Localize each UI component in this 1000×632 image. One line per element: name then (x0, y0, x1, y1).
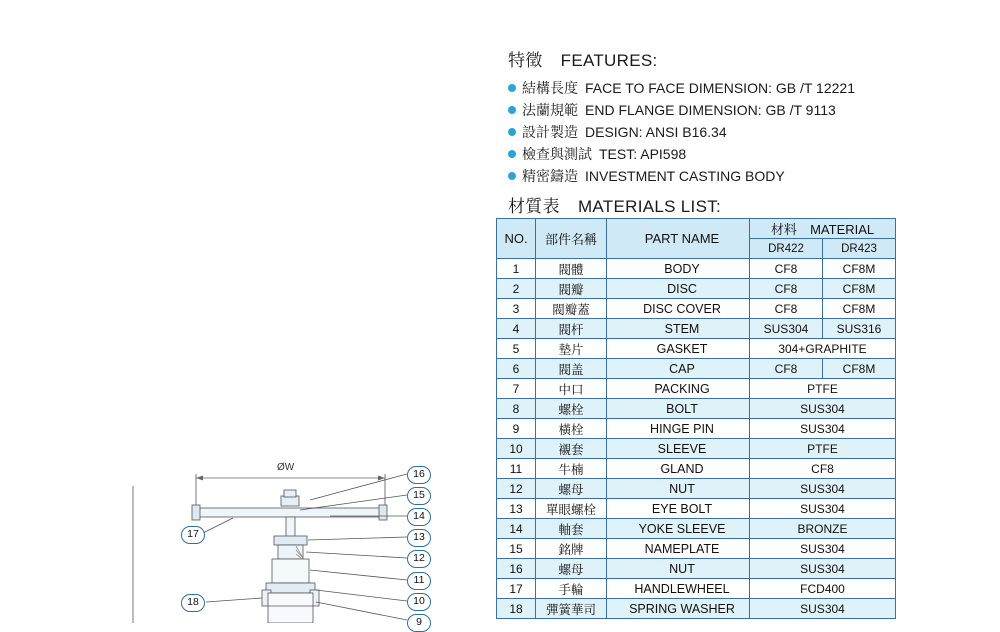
cell-part-cn: 閥瓣蓋 (536, 299, 607, 319)
feature-label-en: TEST: API598 (599, 146, 687, 162)
table-row (497, 439, 896, 459)
feature-label-cn: 結構長度 (522, 80, 578, 96)
cell-part-cn: 閥瓣 (536, 279, 607, 299)
features-title (508, 46, 968, 71)
callout-14[interactable]: 14 (407, 508, 431, 526)
table-row (497, 399, 896, 419)
feature-label-en: INVESTMENT CASTING BODY (585, 168, 785, 184)
header-material-cn: 材料 (770, 222, 797, 237)
cell-no: 13 (497, 499, 536, 519)
callout-16[interactable]: 16 (407, 466, 431, 484)
cell-part-en: STEM (607, 319, 750, 339)
cell-material-1: CF8 (750, 259, 823, 279)
cell-material-span: SUS304 (750, 559, 896, 579)
cell-material-span: PTFE (750, 439, 896, 459)
cell-material-2: CF8M (823, 279, 896, 299)
cell-part-cn: 彈簧華司 (536, 599, 607, 619)
bullet-icon (508, 150, 516, 158)
feature-label-en: DESIGN: ANSI B16.34 (585, 124, 727, 140)
feature-label-en: END FLANGE DIMENSION: GB /T 9113 (585, 102, 836, 118)
cell-material-span: SUS304 (750, 419, 896, 439)
header-material (750, 219, 896, 239)
bullet-icon (508, 84, 516, 92)
cell-part-en: BOLT (607, 399, 750, 419)
feature-label-cn: 設計製造 (522, 124, 578, 140)
cell-part-cn: 螺栓 (536, 399, 607, 419)
feature-item (508, 166, 968, 186)
cell-part-en: GASKET (607, 339, 750, 359)
header-part-cn: 部件名稱 (536, 219, 607, 259)
table-row (497, 579, 896, 599)
materials-title-cn: 材質表 (508, 197, 560, 216)
cell-material-2: CF8M (823, 359, 896, 379)
callout-15[interactable]: 15 (407, 487, 431, 505)
cell-material-2: CF8M (823, 299, 896, 319)
cell-part-en: GLAND (607, 459, 750, 479)
cell-part-en: DISC COVER (607, 299, 750, 319)
cell-no: 5 (497, 339, 536, 359)
valve-drawing-svg (0, 430, 470, 623)
cell-part-en: YOKE SLEEVE (607, 519, 750, 539)
cell-part-cn: 手輪 (536, 579, 607, 599)
cell-part-en: HINGE PIN (607, 419, 750, 439)
cell-part-cn: 閥體 (536, 259, 607, 279)
table-row (497, 539, 896, 559)
materials-title-en: MATERIALS LIST: (577, 197, 722, 216)
cell-no: 14 (497, 519, 536, 539)
callout-18[interactable]: 18 (181, 594, 205, 612)
cell-no: 18 (497, 599, 536, 619)
features-title-cn: 特徵 (508, 51, 543, 70)
header-model-dr422: DR422 (750, 239, 823, 259)
materials-table (496, 218, 896, 619)
cell-no: 7 (497, 379, 536, 399)
cell-part-en: CAP (607, 359, 750, 379)
cell-material-1: CF8 (750, 299, 823, 319)
cell-part-en: SPRING WASHER (607, 599, 750, 619)
cell-no: 3 (497, 299, 536, 319)
cell-part-en: DISC (607, 279, 750, 299)
cell-part-cn: 閥杆 (536, 319, 607, 339)
dimension-label-w: ØW (277, 462, 295, 473)
materials-list-title (508, 192, 721, 217)
cell-part-cn: 軸套 (536, 519, 607, 539)
cell-no: 15 (497, 539, 536, 559)
cell-material-span: BRONZE (750, 519, 896, 539)
cell-part-cn: 閥盖 (536, 359, 607, 379)
cell-part-en: PACKING (607, 379, 750, 399)
cell-material-1: CF8 (750, 279, 823, 299)
cell-material-2: SUS316 (823, 319, 896, 339)
callout-13[interactable]: 13 (407, 529, 431, 547)
cell-no: 2 (497, 279, 536, 299)
cell-material-1: SUS304 (750, 319, 823, 339)
cell-material-span: SUS304 (750, 499, 896, 519)
table-row (497, 459, 896, 479)
cell-material-span: SUS304 (750, 479, 896, 499)
table-row (497, 359, 896, 379)
features-title-en: FEATURES: (560, 51, 658, 70)
cell-part-cn: 橫栓 (536, 419, 607, 439)
table-row (497, 599, 896, 619)
feature-item (508, 122, 968, 142)
cell-material-span: CF8 (750, 459, 896, 479)
cell-part-cn: 牛楠 (536, 459, 607, 479)
cell-part-en: NAMEPLATE (607, 539, 750, 559)
cell-no: 8 (497, 399, 536, 419)
feature-label-en: FACE TO FACE DIMENSION: GB /T 12221 (585, 80, 855, 96)
cell-part-en: NUT (607, 559, 750, 579)
features-section (508, 46, 968, 188)
cell-part-en: HANDLEWHEEL (607, 579, 750, 599)
table-row (497, 299, 896, 319)
table-row (497, 519, 896, 539)
cell-part-en: NUT (607, 479, 750, 499)
cell-no: 4 (497, 319, 536, 339)
feature-label-cn: 檢查與測試 (522, 146, 592, 162)
table-row (497, 419, 896, 439)
cell-no: 10 (497, 439, 536, 459)
table-row (497, 499, 896, 519)
table-row (497, 259, 896, 279)
callout-10[interactable]: 10 (407, 593, 431, 611)
header-part-en: PART NAME (607, 219, 750, 259)
cell-material-span: SUS304 (750, 599, 896, 619)
feature-label-cn: 法蘭規範 (522, 102, 578, 118)
feature-item (508, 144, 968, 164)
cell-no: 12 (497, 479, 536, 499)
cell-part-cn: 螺母 (536, 479, 607, 499)
cell-part-cn: 襯套 (536, 439, 607, 459)
valve-drawing (0, 430, 470, 628)
cell-no: 6 (497, 359, 536, 379)
cell-material-span: PTFE (750, 379, 896, 399)
cell-no: 17 (497, 579, 536, 599)
table-row (497, 379, 896, 399)
cell-material-span: FCD400 (750, 579, 896, 599)
table-row (497, 479, 896, 499)
header-no: NO. (497, 219, 536, 259)
callout-11[interactable]: 11 (407, 572, 431, 590)
callout-17[interactable]: 17 (181, 526, 205, 544)
callout-12[interactable]: 12 (407, 550, 431, 568)
cell-material-span: 304+GRAPHITE (750, 339, 896, 359)
header-material-en: MATERIAL (810, 222, 875, 237)
cell-part-cn: 墊片 (536, 339, 607, 359)
header-model-dr423: DR423 (823, 239, 896, 259)
table-row (497, 559, 896, 579)
cell-material-2: CF8M (823, 259, 896, 279)
cell-no: 9 (497, 419, 536, 439)
cell-part-en: SLEEVE (607, 439, 750, 459)
cell-part-cn: 螺母 (536, 559, 607, 579)
cell-part-cn: 中口 (536, 379, 607, 399)
callout-9[interactable]: 9 (407, 614, 431, 632)
cell-no: 1 (497, 259, 536, 279)
bullet-icon (508, 172, 516, 180)
bullet-icon (508, 128, 516, 136)
table-header-row (497, 219, 896, 239)
cell-part-cn: 單眼螺栓 (536, 499, 607, 519)
feature-label-cn: 精密鑄造 (522, 168, 578, 184)
feature-item (508, 100, 968, 120)
table-row (497, 339, 896, 359)
cell-part-cn: 銘牌 (536, 539, 607, 559)
cell-material-span: SUS304 (750, 399, 896, 419)
cell-no: 16 (497, 559, 536, 579)
table-row (497, 319, 896, 339)
cell-no: 11 (497, 459, 536, 479)
cell-part-en: BODY (607, 259, 750, 279)
bullet-icon (508, 106, 516, 114)
cell-material-span: SUS304 (750, 539, 896, 559)
cell-part-en: EYE BOLT (607, 499, 750, 519)
cell-material-1: CF8 (750, 359, 823, 379)
feature-item (508, 78, 968, 98)
table-row (497, 279, 896, 299)
